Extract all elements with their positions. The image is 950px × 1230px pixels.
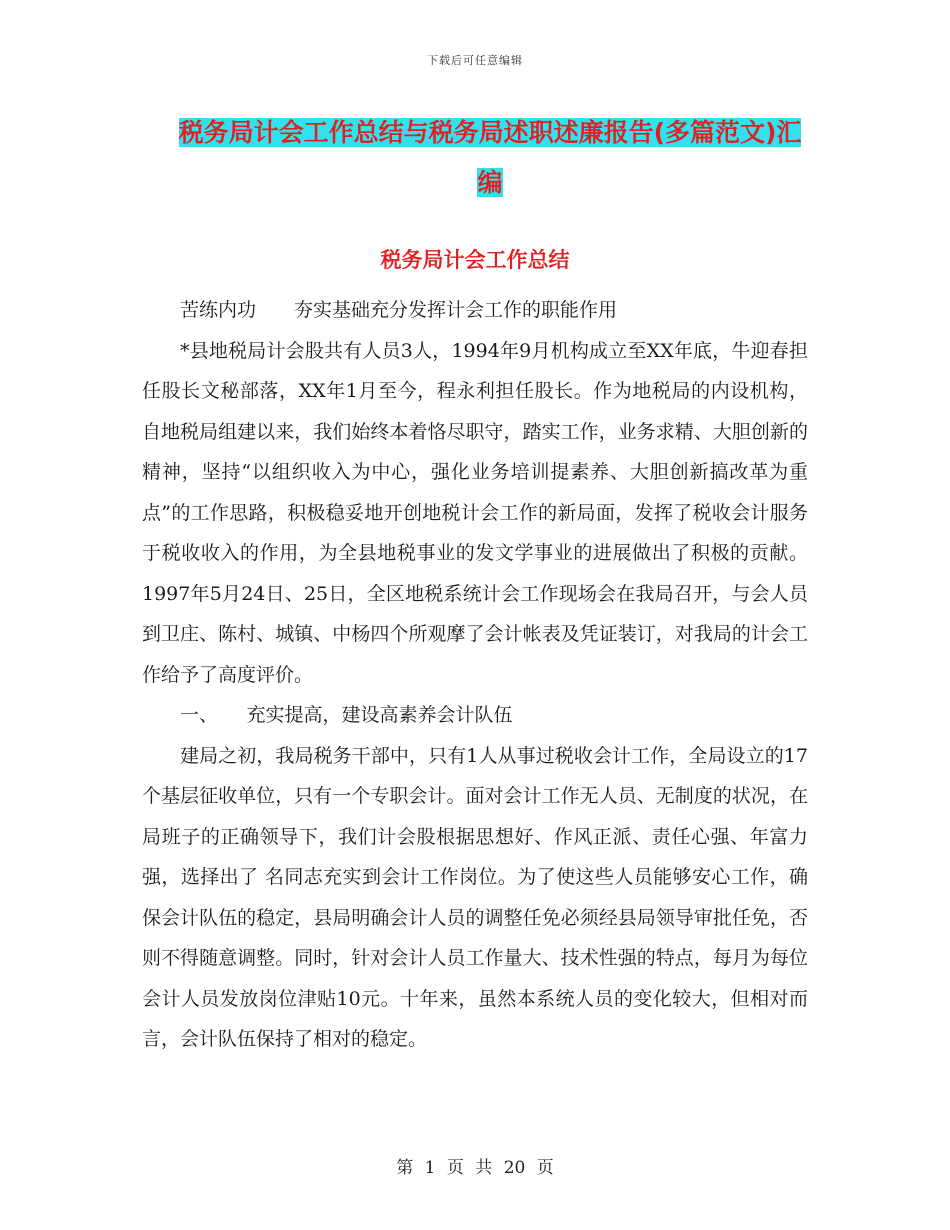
- paragraph-heading-one: 一、 充实提高，建设高素养会计队伍: [180, 704, 513, 726]
- page-header-note: 下载后可任意编辑: [427, 54, 523, 67]
- document-title: [170, 108, 810, 208]
- page-number: 第 1 页 共 20 页: [396, 1158, 554, 1178]
- paragraph-subtitle: 苦练内功 夯实基础充分发挥计会工作的职能作用: [180, 299, 618, 321]
- section-title: 税务局计会工作总结: [380, 248, 570, 272]
- document-title-text: 税务局计会工作总结与税务局述职述廉报告(多篇范文)汇编: [178, 118, 802, 197]
- paragraph-intro: *县地税局计会股共有人员3人，1994年9月机构成立至XX年底，牛迎春担任股长文秘部落，XX年1月至今，程永利担任股长。作为地税局的内设机构，自地税局组建以来，我们始终本着恪尽职守，踏实工作，业务求精、大胆创新的精神，坚持“以组织收入为中心，强化业务培训提素养、大胆创新搞改革为重点”的工作思路，积极稳妥地开创地税计会工作的新局面，发挥了税收会计服务于税收收入的作用，为全县地税事业的发文学事业的进展做出了积极的贡献。1997年5月24日、25日，全区地税系统计会工作现场会在我局召开，与会人员到卫庄、陈村、城镇、中杨四个所观摩了会计帐表及凭证装订，对我局的计会工作给予了高度评价。: [142, 339, 808, 686]
- document-body: [142, 290, 808, 1060]
- paragraph-team-building: 建局之初，我局税务干部中，只有1人从事过税收会计工作，全局设立的17个基层征收单位，只有一个专职会计。面对会计工作无人员、无制度的状况，在局班子的正确领导下，我们计会股根据思想好、作风正派、责任心强、年富力强，选择出了 名同志充实到会计工作岗位。为了使这些人员能够安心工作，确保会计队伍的稳定，县局明确会计人员的调整任免必须经县局领导审批任免，否则不得随意调整。同时，针对会计人员工作量大、技术性强的特点，每月为每位会计人员发放岗位津贴10元。十年来，虽然本系统人员的变化较大，但相对而言，会计队伍保持了相对的稳定。: [142, 744, 808, 1050]
